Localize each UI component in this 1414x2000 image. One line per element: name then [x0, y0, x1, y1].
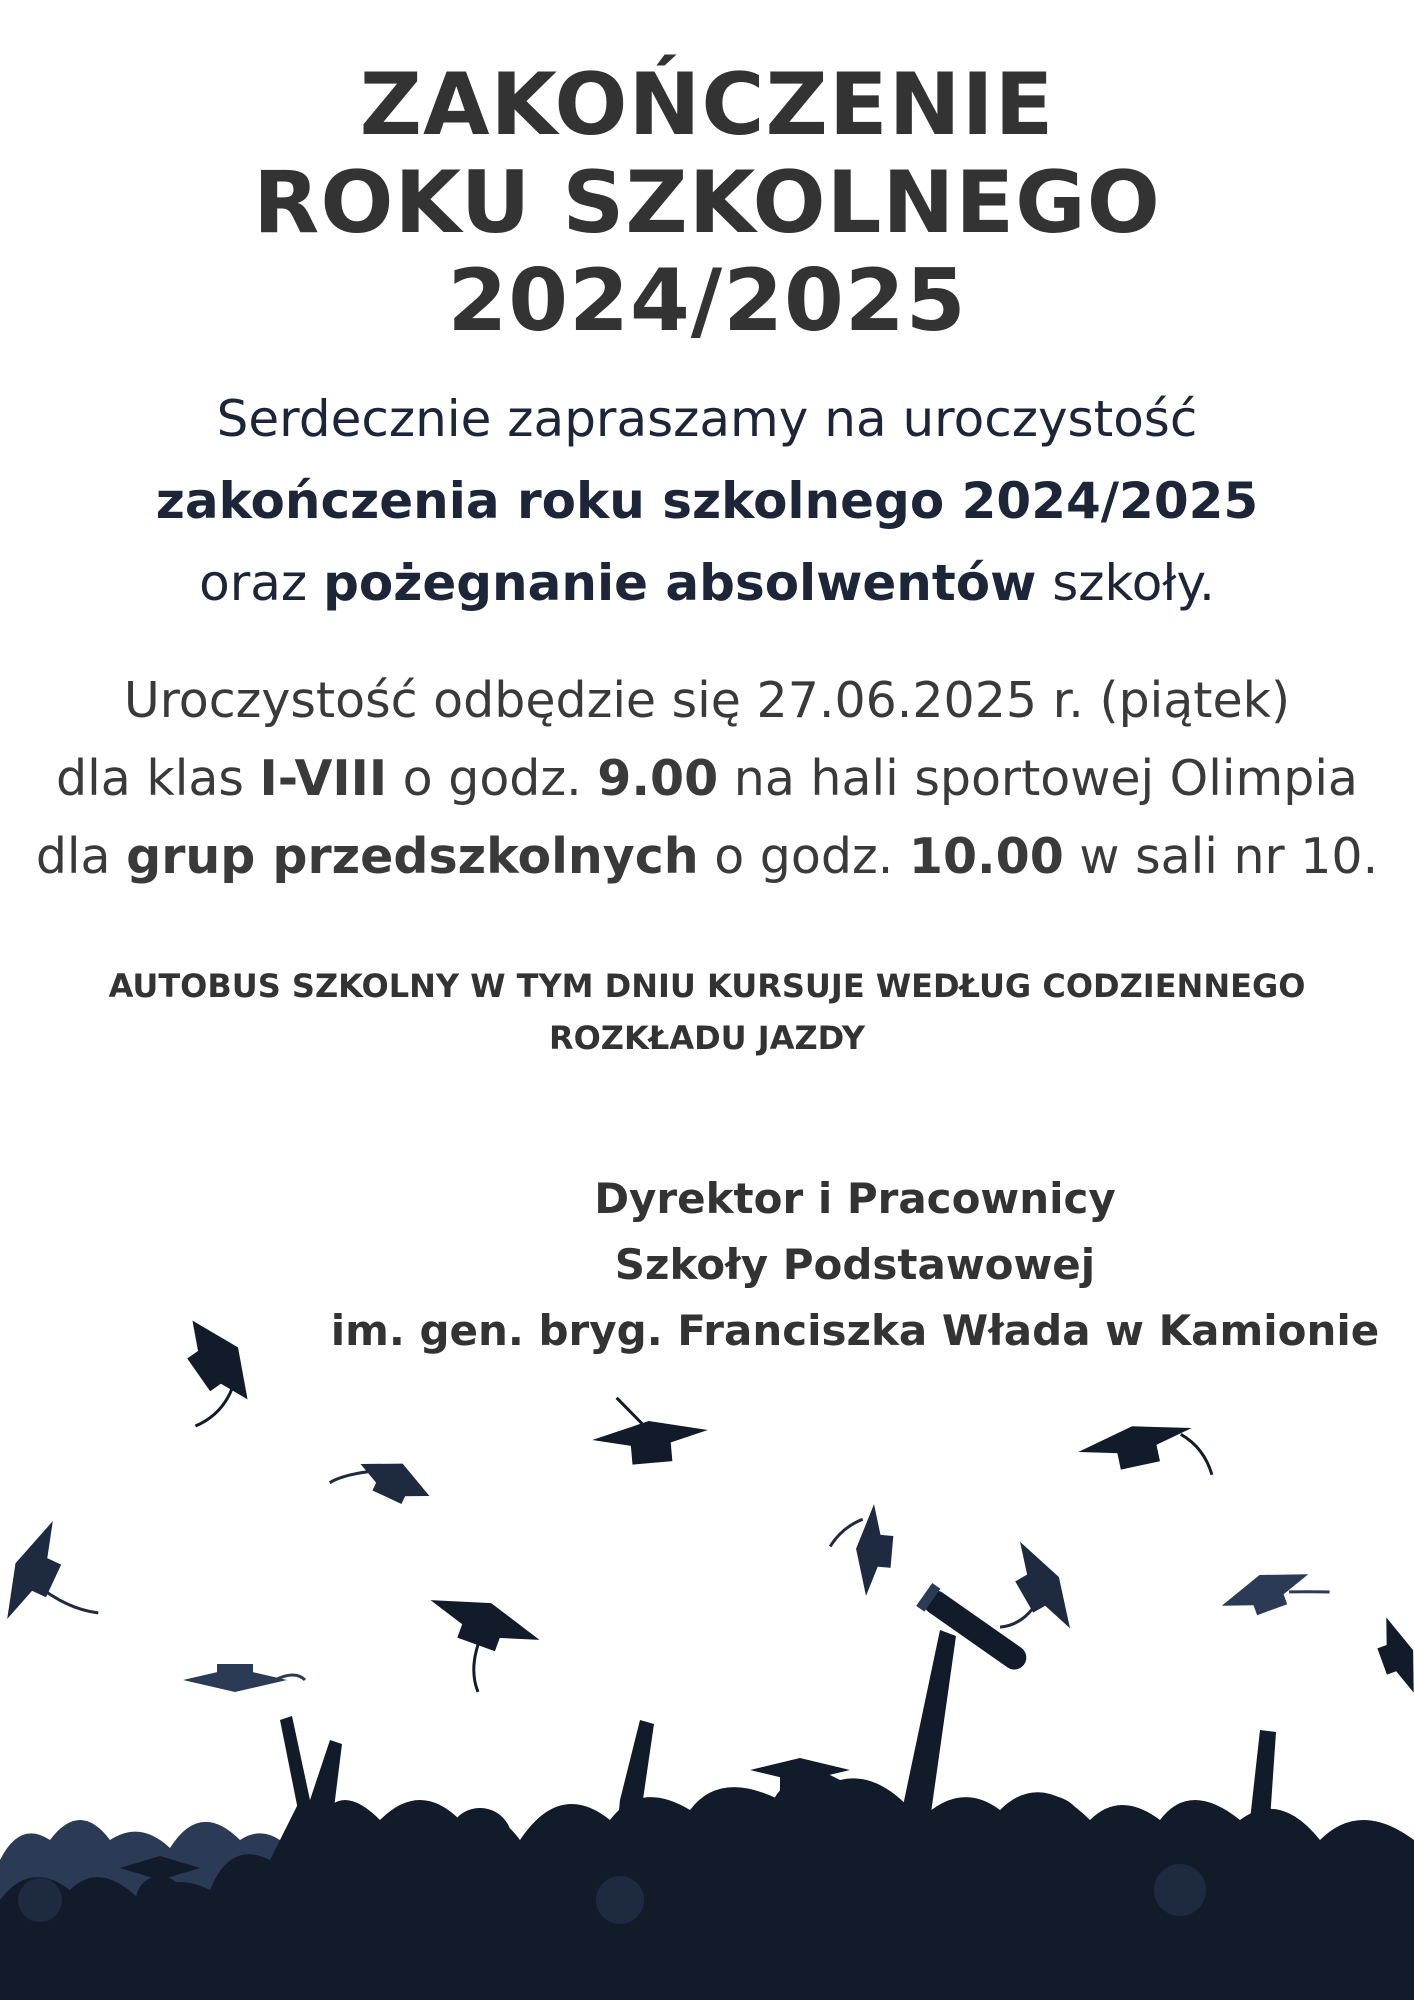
details-preschool-prefix: dla: [35, 828, 127, 885]
invitation-line-2: [0, 460, 1414, 542]
bus-notice: [0, 960, 1414, 1064]
details-classes-place: na hali sportowej Olimpia: [718, 750, 1358, 807]
cap-icon: [145, 1308, 266, 1433]
signature-line-3: im. gen. bryg. Franciszka Włada w Kamionie: [330, 1306, 1380, 1355]
details-classes: I-VIII: [259, 750, 388, 807]
invitation-line-3-suffix: szkoły.: [1036, 554, 1215, 612]
invitation-event-name: zakończenia roku szkolnego 2024/2025: [155, 472, 1259, 530]
cap-icon: [0, 1514, 125, 1652]
details-preschool-mid: o godz.: [698, 828, 909, 885]
title-line-2: ROKU SZKOLNEGO: [253, 153, 1161, 253]
details-date-line: Uroczystość odbędzie się 27.06.2025 r. (piątek): [123, 672, 1291, 729]
cap-icon: [1075, 1412, 1212, 1501]
details-classes-mid: o godz.: [387, 750, 598, 807]
invitation-text: [0, 378, 1414, 624]
cap-icon: [183, 1664, 305, 1692]
details-preschool-time: 10.00: [908, 828, 1064, 885]
title-line-3: 2024/2025: [447, 251, 967, 351]
event-details: [0, 662, 1414, 896]
bus-notice-line-1: AUTOBUS SZKOLNY W TYM DNIU KURSUJE WEDŁUG CODZIENNEGO: [108, 967, 1306, 1005]
cap-icon: [330, 1439, 437, 1523]
details-classes-line: [0, 740, 1414, 818]
cap-icon: [1216, 1554, 1329, 1628]
details-classes-prefix: dla klas: [56, 750, 260, 807]
signature-line-1: Dyrektor i Pracownicy: [594, 1174, 1116, 1223]
invitation-line-3: [0, 542, 1414, 624]
details-preschool-line: [0, 818, 1414, 896]
title-line-1: ZAKOŃCZENIE: [359, 55, 1055, 155]
cap-icon: [1368, 1613, 1414, 1699]
page-title: [0, 56, 1414, 350]
details-classes-time: 9.00: [597, 750, 719, 807]
signature-line-2: Szkoły Podstawowej: [614, 1240, 1096, 1289]
cap-icon: [826, 1501, 896, 1598]
cap-icon: [589, 1390, 710, 1468]
graduates-crowd: [0, 1583, 1414, 2000]
flying-caps: [0, 1308, 1414, 1706]
cap-icon: [407, 1583, 546, 1705]
details-preschool-groups: grup przedszkolnych: [126, 828, 699, 885]
details-preschool-place: w sali nr 10.: [1063, 828, 1379, 885]
invitation-farewell: pożegnanie absolwentów: [323, 554, 1037, 612]
invitation-line-1: Serdecznie zapraszamy na uroczystość: [216, 390, 1198, 448]
invitation-line-3-prefix: oraz: [199, 554, 324, 612]
bus-notice-line-2: ROZKŁADU JAZDY: [548, 1019, 866, 1057]
graduation-illustration: [0, 1300, 1414, 2000]
